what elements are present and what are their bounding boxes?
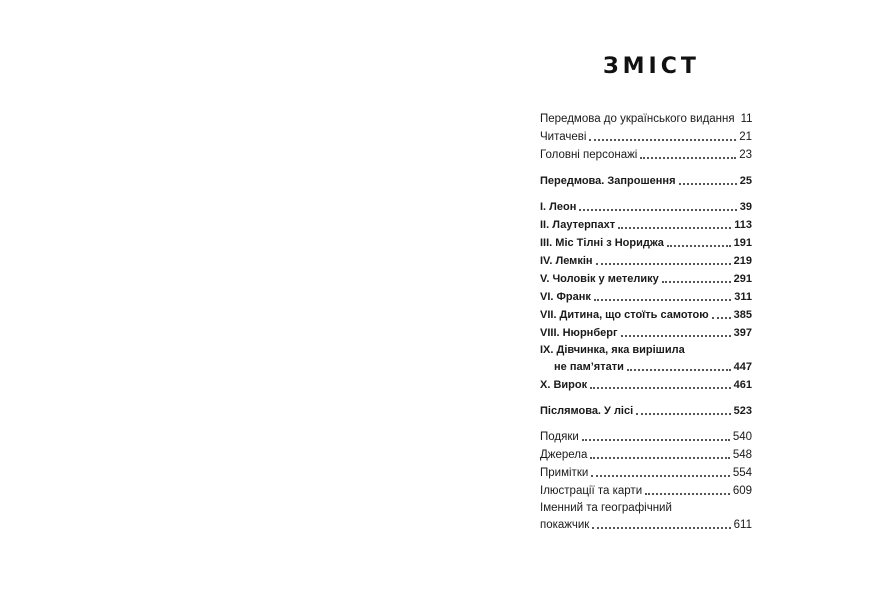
toc-entry-chapter-2[interactable] [540,216,752,234]
toc-entry-front-2[interactable] [540,128,752,146]
toc-entry-page: 21 [739,131,752,143]
dot-leader [618,227,731,229]
toc-entry-line2 [540,516,752,534]
toc-entry-label: II. Лаутерпахт [540,219,616,231]
dot-leader [579,209,736,211]
toc-entry-label-line1: IX. Дівчинка, яка вирішила [540,344,685,356]
toc-entry-page: 219 [733,255,752,267]
dot-leader [582,439,730,441]
dot-leader [592,527,730,529]
toc-entry-label: Післямова. У лісі [540,405,634,417]
toc-entry-page: 523 [733,405,752,417]
toc-entry-page: 540 [732,431,752,443]
dot-leader [589,139,736,141]
dot-leader [594,299,731,301]
toc-entry-label-line2: не пам’ятати [554,361,624,373]
dot-leader [636,413,730,415]
toc-entry-label: Джерела [540,449,588,461]
dot-leader [596,263,731,265]
toc-entry-chapter-3[interactable] [540,234,752,252]
toc-entry-chapter-9[interactable] [540,342,752,376]
toc-entry-page: 191 [733,237,752,249]
table-of-contents [540,110,752,534]
dot-leader [662,281,731,283]
toc-entry-label-line2: покажчик [540,519,590,531]
toc-entry-chapter-4[interactable] [540,252,752,270]
toc-entry-page: 311 [734,291,752,303]
toc-entry-page: 548 [732,449,752,461]
toc-entry-page: 113 [734,219,752,231]
toc-entry-index[interactable] [540,500,752,534]
toc-entry-label: X. Вирок [540,379,588,391]
toc-entry-front-3[interactable] [540,146,752,164]
toc-entry-label: I. Леон [540,201,577,213]
dot-leader [591,475,730,477]
toc-entry-chapter-1[interactable] [540,198,752,216]
toc-entry-page: 461 [733,379,752,391]
dot-leader [621,335,731,337]
dot-leader [679,183,737,185]
toc-entry-label-line1: Іменний та географічний [540,502,672,514]
toc-entry-label: Примітки [540,467,589,479]
toc-entry-page: 291 [733,273,752,285]
toc-entry-label: Головні персонажі [540,149,638,161]
toc-entry-chapter-5[interactable] [540,270,752,288]
toc-entry-label: VIII. Нюрнберг [540,327,618,339]
toc-entry-label: V. Чоловік у метелику [540,273,659,285]
toc-entry-back-4[interactable] [540,482,752,500]
dot-leader [667,245,731,247]
toc-entry-page: 554 [732,467,752,479]
toc-entry-page: 447 [733,361,752,373]
dot-leader [590,457,729,459]
toc-entry-label: Ілюстрації та карти [540,485,643,497]
toc-entry-page: 23 [739,149,752,161]
toc-entry-page: 611 [733,519,752,531]
toc-entry-line2 [540,358,752,376]
toc-entry-page: 385 [733,309,752,321]
toc-entry-chapter-7[interactable] [540,306,752,324]
toc-entry-label: Подяки [540,431,579,443]
toc-entry-page: 39 [739,201,752,213]
toc-entry-chapter-6[interactable] [540,288,752,306]
dot-leader [627,369,731,371]
toc-entry-chapter-10[interactable] [540,376,752,394]
toc-entry-page: 11 [740,113,753,125]
dot-leader [645,493,730,495]
toc-entry-preface[interactable] [540,172,752,190]
toc-entry-page: 25 [739,175,752,187]
toc-entry-label: IV. Лемкін [540,255,593,267]
page-title: ЗМІСТ [603,54,700,79]
toc-entry-page: 397 [733,327,752,339]
toc-entry-front-1[interactable] [540,110,752,128]
toc-entry-label: Читачеві [540,131,587,143]
toc-entry-chapter-8[interactable] [540,324,752,342]
toc-entry-page: 609 [732,485,752,497]
dot-leader [640,157,736,159]
toc-entry-back-1[interactable] [540,428,752,446]
toc-entry-afterword[interactable] [540,402,752,420]
dot-leader [590,387,731,389]
toc-entry-back-2[interactable] [540,446,752,464]
toc-entry-label: VI. Франк [540,291,591,303]
toc-entry-label: VII. Дитина, що стоїть самотою [540,309,709,321]
dot-leader [712,317,731,319]
toc-entry-label: III. Міс Тілні з Нориджа [540,237,664,249]
toc-entry-back-3[interactable] [540,464,752,482]
toc-entry-label: Передмова до українського видання [540,113,735,125]
toc-entry-label: Передмова. Запрошення [540,175,676,187]
